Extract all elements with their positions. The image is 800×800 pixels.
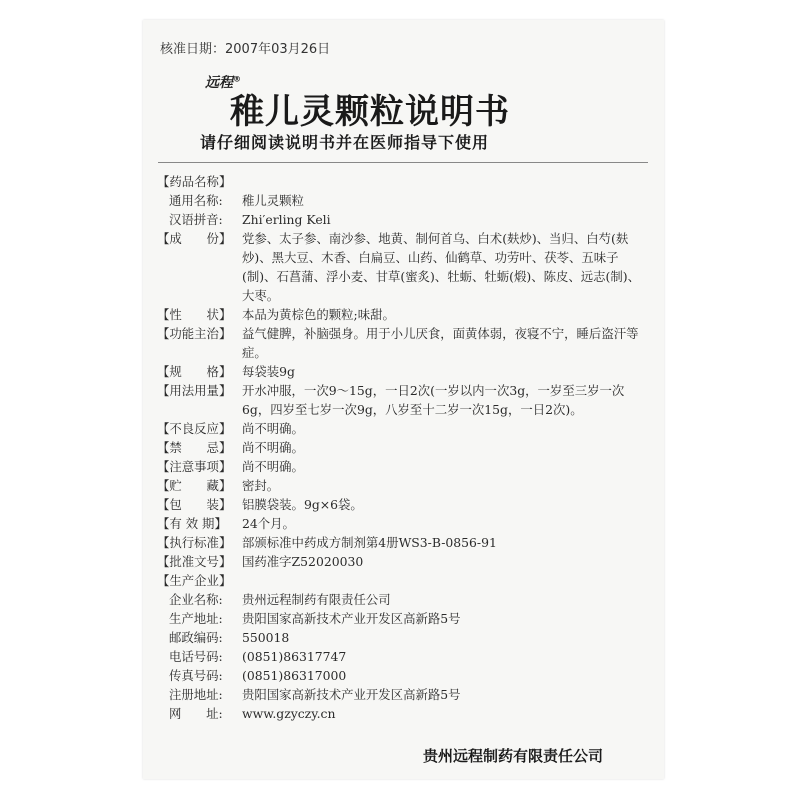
info-row [157, 628, 652, 647]
info-label: 【注意事项】 [157, 459, 232, 474]
info-value: 铝膜袋装。9g×6袋。 [242, 497, 363, 512]
info-label: 邮政编码: [169, 630, 223, 645]
info-value: 开水冲服，一次9～15g，一日2次(一岁以内一次3g，一岁至三岁一次6g，四岁至七岁一次9g，八岁至十二岁一次15g，一日2次)。 [242, 383, 625, 417]
info-row [157, 609, 652, 628]
divider [158, 162, 648, 163]
info-value: 部颁标准中药成方制剂第4册WS3-B-0856-91 [242, 535, 497, 550]
info-row [157, 419, 652, 438]
info-row [157, 172, 652, 191]
info-row [157, 571, 652, 590]
info-label: 【药品名称】 [157, 174, 232, 189]
info-label: 【包 装】 [157, 497, 232, 512]
info-label: 【性 状】 [157, 307, 232, 322]
page-title: 稚儿灵颗粒说明书 [230, 92, 510, 132]
info-value: 益气健脾，补脑强身。用于小儿厌食，面黄体弱，夜寝不宁，睡后盗汗等症。 [242, 326, 639, 360]
info-row [157, 438, 652, 457]
info-row [157, 495, 652, 514]
info-label: 通用名称: [169, 193, 223, 208]
info-label: 【有 效 期】 [157, 516, 227, 531]
info-label: 生产地址: [169, 611, 223, 626]
info-value: www.gzyczy.cn [242, 706, 336, 721]
info-row [157, 191, 652, 210]
info-label: 汉语拼音: [169, 212, 223, 227]
info-row [157, 704, 652, 723]
info-value: 贵州远程制药有限责任公司 [242, 592, 391, 607]
info-label: 注册地址: [169, 687, 223, 702]
info-row [157, 552, 652, 571]
info-row [157, 514, 652, 533]
info-row [157, 324, 652, 362]
info-label: 【贮 藏】 [157, 478, 232, 493]
info-row [157, 381, 652, 419]
info-label: 电话号码: [169, 649, 223, 664]
info-value: 尚不明确。 [242, 421, 304, 436]
info-row [157, 647, 652, 666]
info-row [157, 457, 652, 476]
info-value: 尚不明确。 [242, 459, 304, 474]
info-value: 尚不明确。 [242, 440, 304, 455]
info-label: 传真号码: [169, 668, 223, 683]
brand-name: 远程 [205, 75, 233, 91]
info-value: 本品为黄棕色的颗粒;味甜。 [242, 307, 395, 322]
info-value: 贵阳国家高新技术产业开发区高新路5号 [242, 687, 461, 702]
info-row [157, 685, 652, 704]
info-value: 每袋装9g [242, 364, 295, 379]
info-row [157, 362, 652, 381]
info-label: 【用法用量】 [157, 383, 232, 398]
info-label: 【不良反应】 [157, 421, 232, 436]
company-footer: 贵州远程制药有限责任公司 [423, 747, 604, 765]
page-subtitle: 请仔细阅读说明书并在医师指导下使用 [200, 133, 490, 152]
info-label: 【功能主治】 [157, 326, 232, 341]
info-value: 稚儿灵颗粒 [242, 193, 304, 208]
info-value [242, 172, 652, 191]
info-label: 【执行标准】 [157, 535, 232, 550]
info-label: 企业名称: [169, 592, 223, 607]
info-row [157, 476, 652, 495]
info-label: 【规 格】 [157, 364, 232, 379]
info-row [157, 590, 652, 609]
info-row [157, 229, 652, 305]
info-value: 贵阳国家高新技术产业开发区高新路5号 [242, 611, 461, 626]
info-label: 【禁 忌】 [157, 440, 232, 455]
approval-date: 核准日期：2007年03月26日 [160, 42, 331, 57]
info-value: 密封。 [242, 478, 280, 493]
info-list [157, 172, 652, 723]
info-label: 【批准文号】 [157, 554, 232, 569]
info-value [242, 571, 652, 590]
info-label: 【成 份】 [157, 231, 232, 246]
info-label: 【生产企业】 [157, 573, 232, 588]
registered-mark: ® [233, 74, 241, 84]
info-value: 国药准字Z52020030 [242, 554, 364, 569]
info-value: 550018 [242, 630, 290, 645]
info-label: 网 址: [169, 706, 223, 721]
info-value: (0851)86317000 [242, 668, 347, 683]
info-value: Zhi′erling Keli [242, 212, 331, 227]
info-value: (0851)86317747 [242, 649, 347, 664]
info-row [157, 666, 652, 685]
info-value: 党参、太子参、南沙参、地黄、制何首乌、白术(麸炒)、当归、白芍(麸炒)、黑大豆、木香、白扁豆、山药、仙鹤草、功劳叶、茯苓、五味子(制)、石菖蒲、浮小麦、甘草(蜜炙)、牡蛎、牡蛎(煅)、陈皮、远志(制)、大枣。 [242, 231, 641, 303]
info-value: 24个月。 [242, 516, 295, 531]
info-row [157, 533, 652, 552]
info-row [157, 305, 652, 324]
info-row [157, 210, 652, 229]
